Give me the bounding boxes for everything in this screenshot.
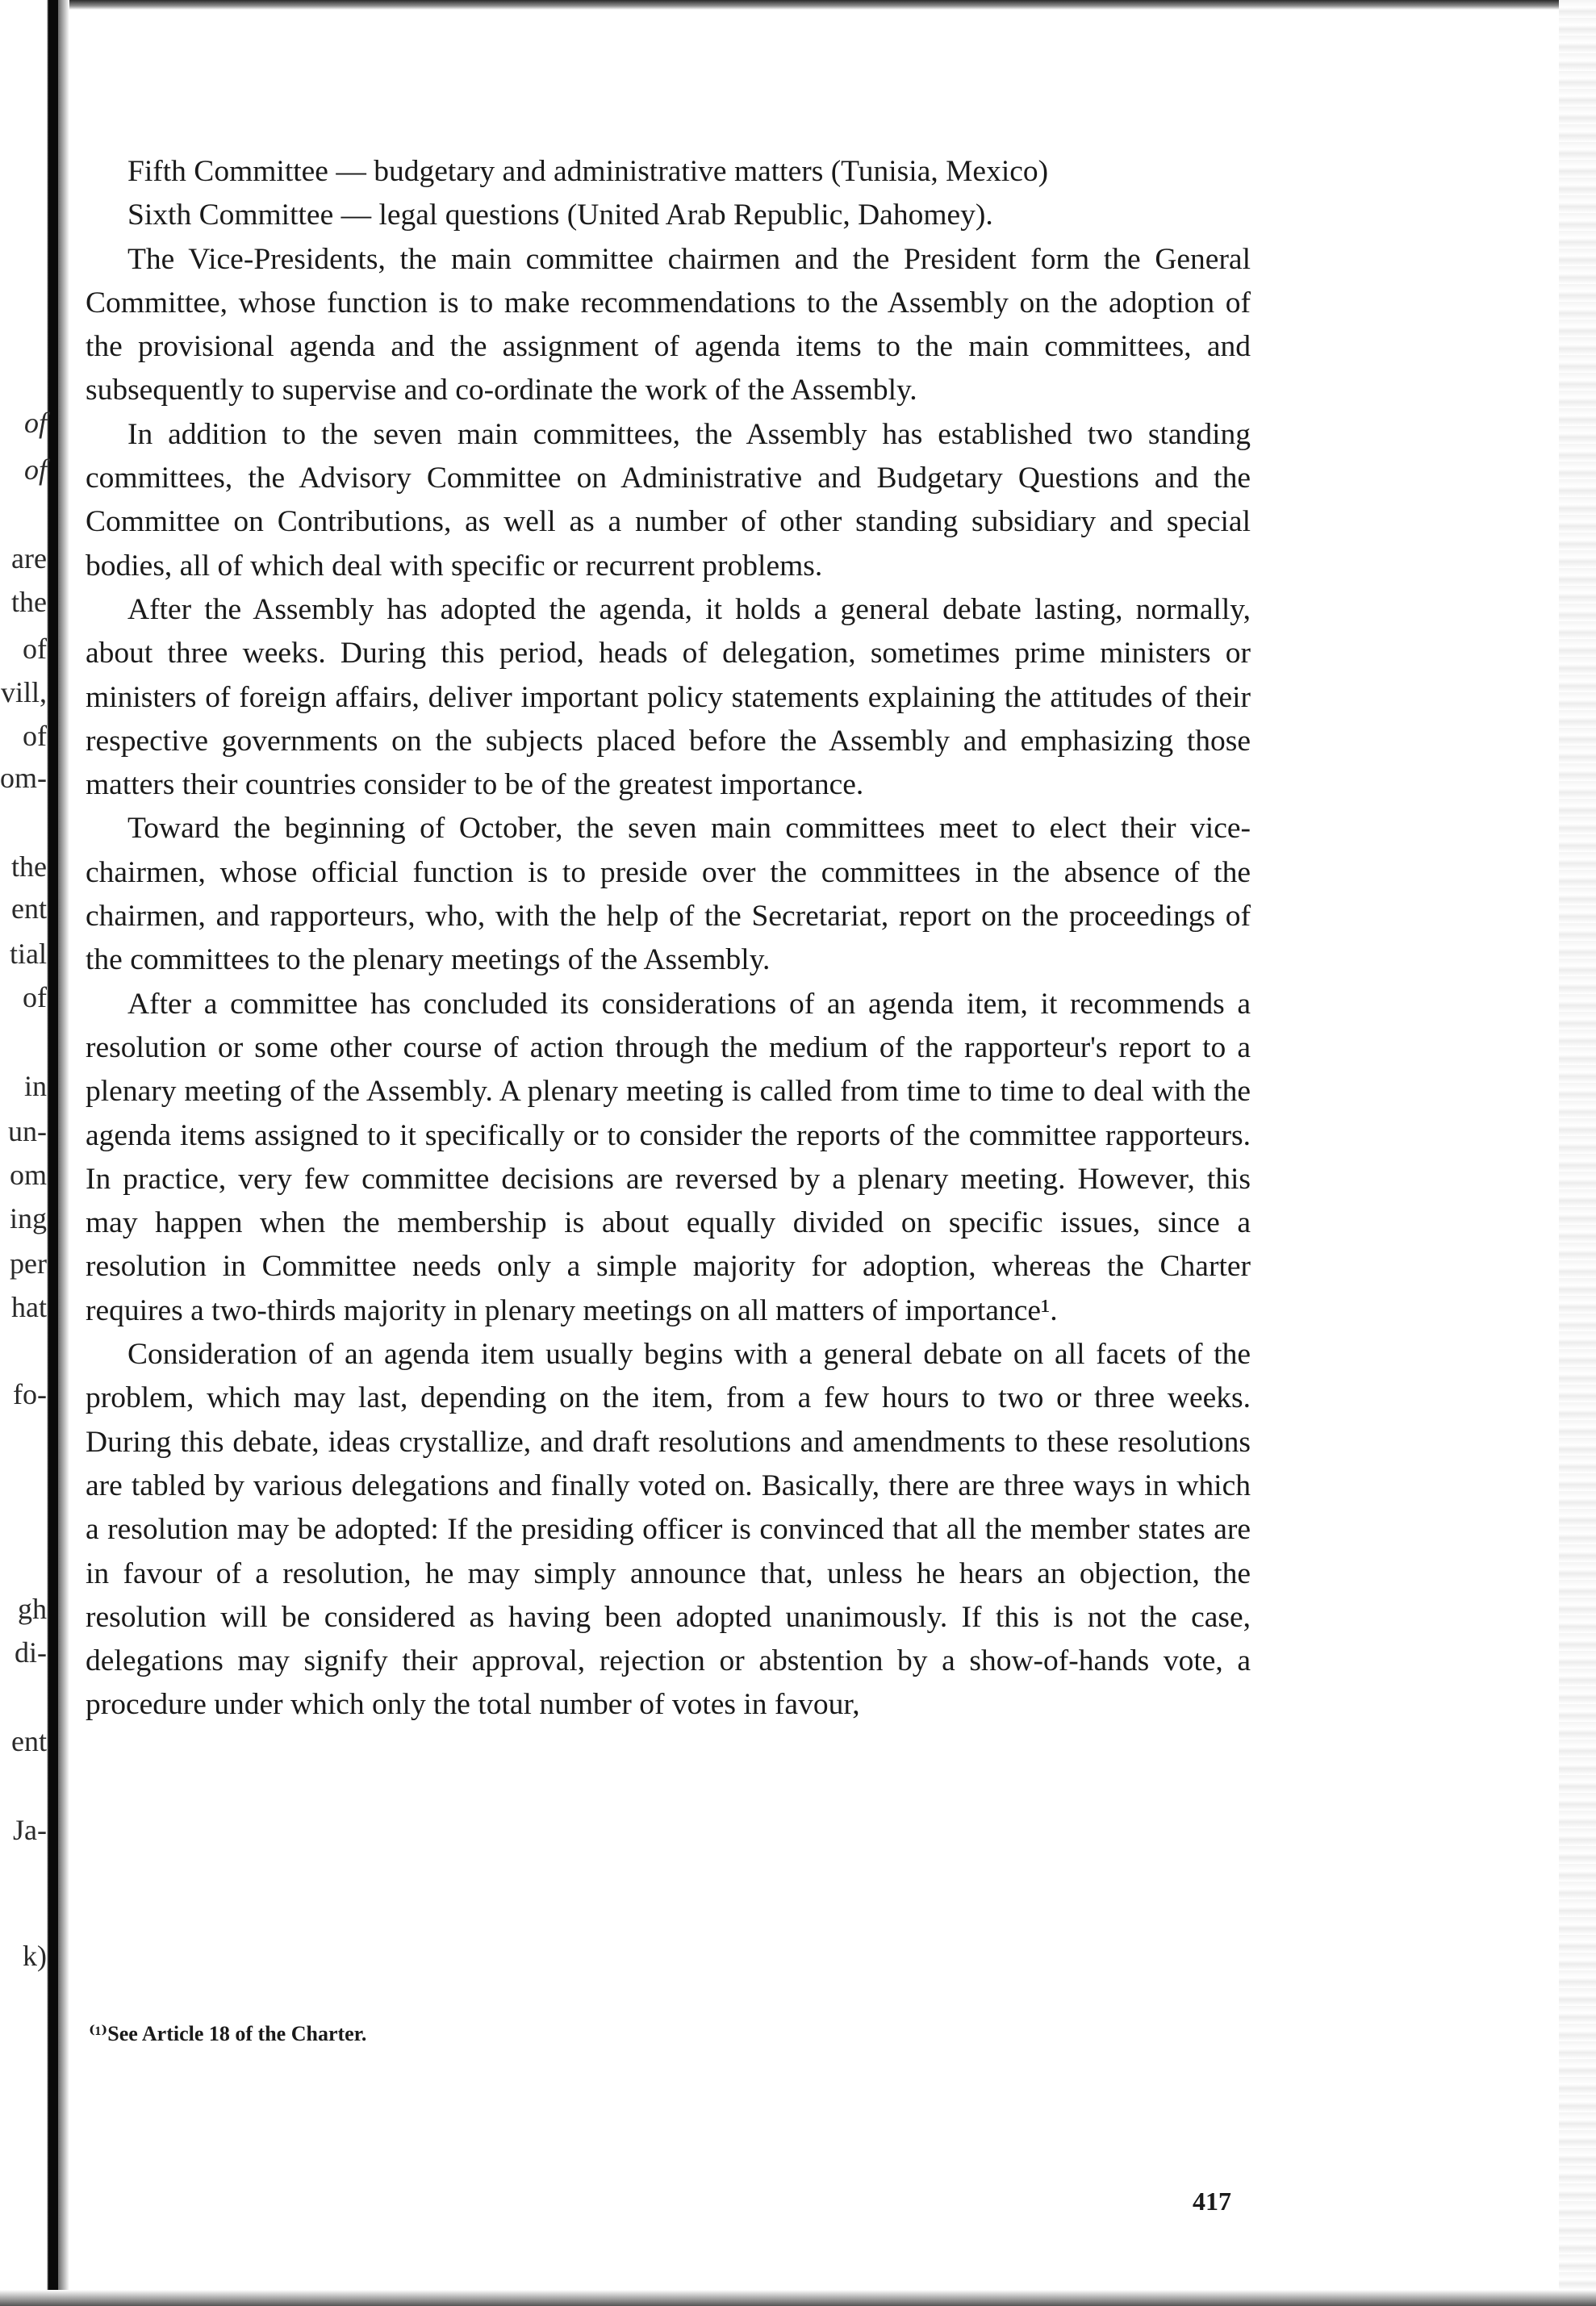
page-body — [86, 150, 1251, 1727]
margin-fragment: un- — [8, 1115, 47, 1147]
committee-line: Fifth Committee — budgetary and administrative matters (Tunisia, Mexico) — [127, 155, 1049, 188]
margin-fragment: hat — [11, 1291, 47, 1323]
margin-fragment: of — [23, 633, 47, 665]
margin-fragment: om- — [0, 762, 47, 794]
gutter-shadow — [58, 0, 69, 2306]
body-paragraph: Toward the beginning of October, the seven main committees meet to elect their vice-chairmen, whose official function is to preside over the committees in the absence of the chairmen, and rapporteurs, who, with the help of the Secretariat, report on the proceedings of the committees to the plenary meetings of the Assembly. — [86, 812, 1251, 977]
body-paragraph: After the Assembly has adopted the agenda, it holds a general debate lasting, normally, about three weeks. During this period, heads of delegation, sometimes prime ministers or ministers of foreign affairs, deliver important policy statements explaining the attitudes of their respective governments on the subjects placed before the Assembly and emphasizing those matters their countries consider to be of the greatest importance. — [86, 592, 1251, 802]
page-right-edge — [1559, 0, 1596, 2306]
margin-fragment: tial — [10, 938, 47, 970]
margin-fragment: of — [23, 407, 47, 439]
margin-fragment: fo- — [13, 1378, 47, 1410]
margin-fragment: vill, — [0, 676, 47, 708]
margin-fragment: ent — [11, 1725, 47, 1757]
margin-fragment: om — [9, 1159, 47, 1191]
footnote: ⁽¹⁾See Article 18 of the Charter. — [89, 2022, 367, 2045]
margin-fragment: of — [23, 453, 47, 486]
committee-line: Sixth Committee — legal questions (United Arab Republic, Dahomey). — [127, 198, 993, 232]
margin-fragment: ent — [11, 892, 47, 925]
margin-fragment: are — [11, 542, 47, 574]
margin-fragment: di- — [15, 1636, 47, 1669]
margin-fragment: per — [10, 1247, 47, 1280]
page-number: 417 — [1193, 2187, 1231, 2216]
body-paragraph: The Vice-Presidents, the main committee chairmen and the President form the General Committee, whose function is to make recommendations to the Assembly on the adoption of the provisional agenda and the assignment of agenda items to the main committees, and subsequently to supervise and co-ordinate the work of the Assembly. — [86, 242, 1251, 407]
margin-fragment: of — [23, 981, 47, 1013]
page-bottom-edge — [0, 2290, 1596, 2306]
margin-fragment: ing — [9, 1202, 47, 1234]
margin-fragment: Ja- — [13, 1814, 47, 1846]
margin-fragment: k) — [23, 1940, 47, 1972]
body-paragraph: In addition to the seven main committees, the Assembly has established two standing committees, the Advisory Committee on Administrative and Budgetary Questions and the Committee on Contributions, as well as a number of other standing subsidiary and special bodies, all of which deal with specific or recurrent problems. — [86, 417, 1251, 583]
margin-fragment: the — [11, 586, 47, 618]
margin-fragment: the — [11, 850, 47, 883]
body-paragraph: Consideration of an agenda item usually begins with a general debate on all facets of the problem, which may last, depending on the item, from a few hours to two or three weeks. During this debate, ideas crystallize, and draft resolutions and amendments to these resolutions are tabled by various delegations and finally voted on. Basically, there are three ways in which a resolution may be adopted: If the presiding officer is convinced that all the member states are in favour of a resolution, he may simply announce that, unless he hears an objection, the resolution will be considered as having been adopted unanimously. If this is not the case, delegations may signify their approval, rejection or abstention by a show-of-hands vote, a procedure under which only the total number of votes in favour, — [86, 1338, 1251, 1722]
margin-fragment: gh — [18, 1593, 47, 1625]
margin-fragment: in — [23, 1070, 47, 1102]
page-top-edge — [24, 0, 1596, 10]
facing-page-bleed — [0, 0, 47, 2306]
body-paragraph: After a committee has concluded its considerations of an agenda item, it recommends a resolution or some other course of action through the medium of the rapporteur's report to a plenary meeting of the Assembly. A plenary meeting is called from time to time to deal with the agenda items assigned to it specifically or to consider the reports of the committee rapporteurs. In practice, very few committee decisions are reversed by a plenary meeting. However, this may happen when the membership is about equally divided on specific issues, since a resolution in Committee needs only a simple majority for adoption, whereas the Charter requires a two-thirds majority in plenary meetings on all matters of importance¹. — [86, 987, 1251, 1327]
margin-fragment: of — [23, 720, 47, 752]
